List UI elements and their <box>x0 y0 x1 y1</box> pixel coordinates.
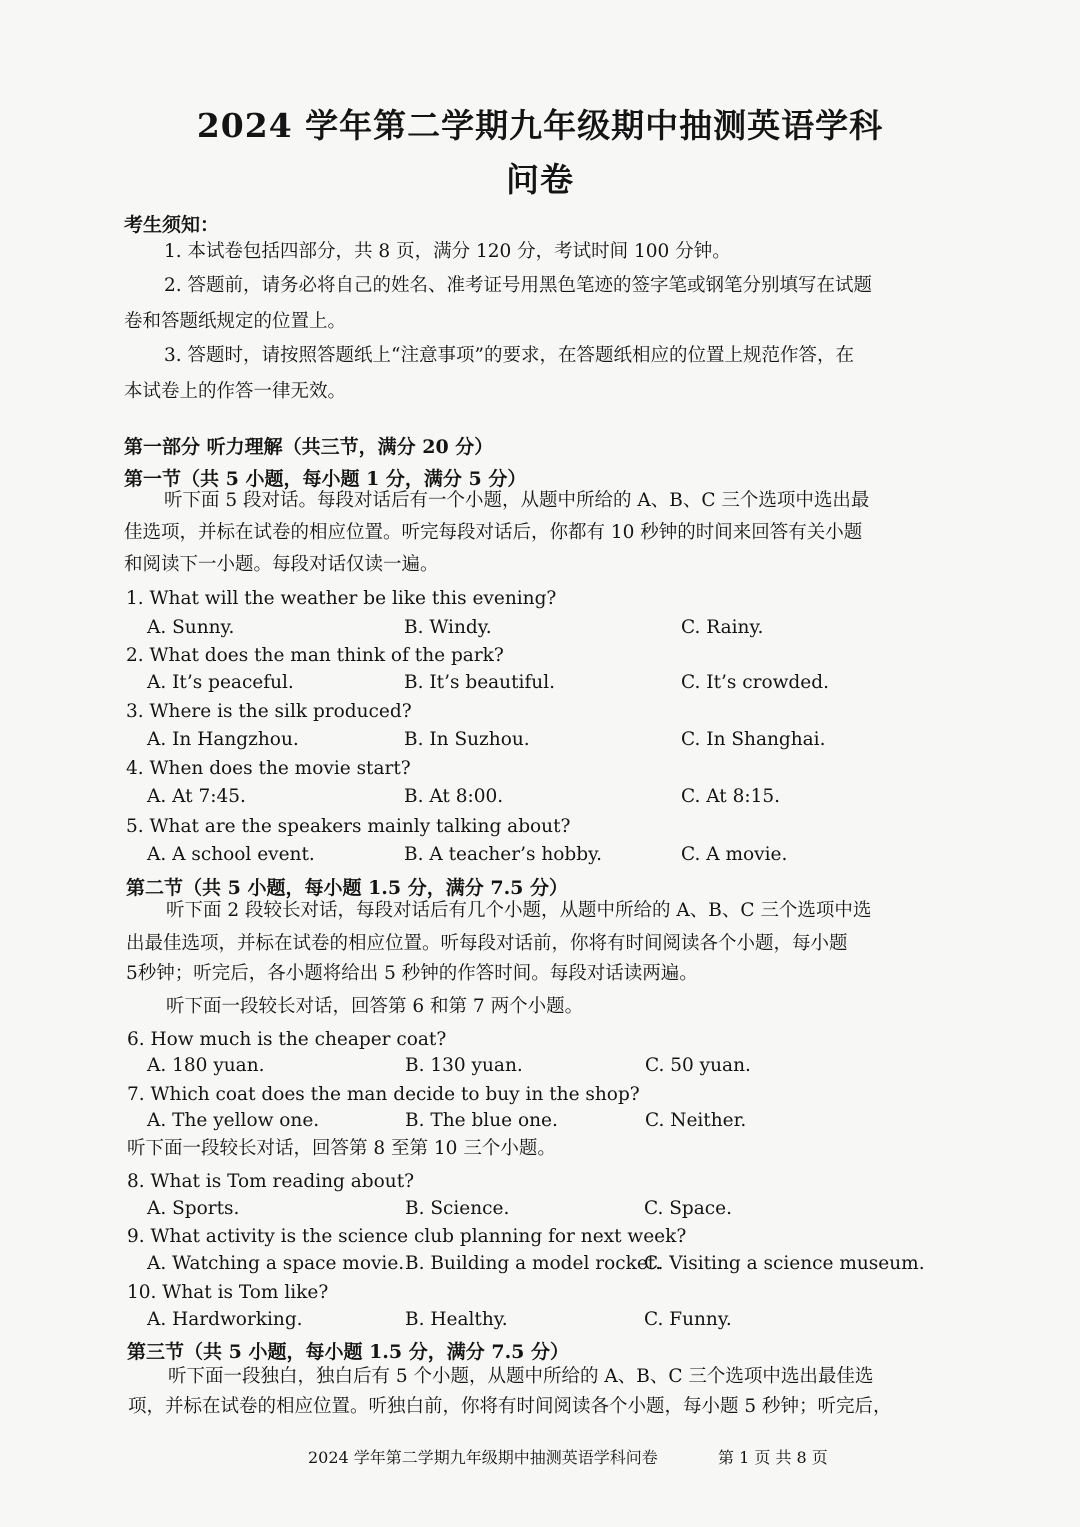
question-9: 9. What activity is the science club planning for next week? <box>127 1226 687 1247</box>
q7-option-a: A. The yellow one. <box>147 1110 320 1131</box>
question-7: 7. Which coat does the man decide to buy in the shop? <box>127 1084 640 1105</box>
section3-intro-2: 项，并标在试卷的相应位置。听独白前，你将有时间阅读各个小题，每小题 5 秒钟；听完后， <box>128 1396 892 1417</box>
q8-option-b: B. Science. <box>405 1198 510 1219</box>
q3-option-b: B. In Suzhou. <box>404 729 530 750</box>
q4-option-b: B. At 8:00. <box>404 786 504 807</box>
part1-heading: 第一部分 听力理解（共三节，满分 20 分） <box>124 436 494 458</box>
footer-title: 2024 学年第二学期九年级期中抽测英语学科问卷 <box>308 1448 658 1467</box>
notice-heading: 考生须知： <box>124 214 220 236</box>
dialog2-instruction: 听下面一段较长对话，回答第 8 至第 10 三个小题。 <box>127 1138 556 1159</box>
q10-option-c: C. Funny. <box>644 1309 732 1330</box>
q2-option-a: A. It’s peaceful. <box>147 672 294 693</box>
q4-option-a: A. At 7:45. <box>147 786 246 807</box>
q9-option-c: C. Visiting a science museum. <box>644 1253 925 1274</box>
q10-option-b: B. Healthy. <box>405 1309 508 1330</box>
section2-intro-2: 出最佳选项，并标在试卷的相应位置。听每段对话前，你将有时间阅读各个小题，每小题 <box>126 933 848 954</box>
notice-item-3b: 本试卷上的作答一律无效。 <box>124 381 347 402</box>
question-6: 6. How much is the cheaper coat? <box>127 1029 447 1050</box>
q1-option-a: A. Sunny. <box>147 617 235 638</box>
question-5: 5. What are the speakers mainly talking about? <box>126 816 571 837</box>
q7-option-b: B. The blue one. <box>405 1110 558 1131</box>
question-2: 2. What does the man think of the park? <box>126 645 504 666</box>
q9-option-b: B. Building a model rocket. <box>405 1253 662 1274</box>
section2-intro-1: 听下面 2 段较长对话，每段对话后有几个小题，从题中所给的 A、B、C 三个选项中选 <box>166 900 872 921</box>
q3-option-a: A. In Hangzhou. <box>147 729 299 750</box>
q5-option-a: A. A school event. <box>147 844 315 865</box>
q3-option-c: C. In Shanghai. <box>681 729 826 750</box>
q10-option-a: A. Hardworking. <box>147 1309 303 1330</box>
page-subtitle: 问卷 <box>506 160 574 199</box>
q2-option-b: B. It’s beautiful. <box>404 672 555 693</box>
q1-option-c: C. Rainy. <box>681 617 764 638</box>
section1-heading: 第一节（共 5 小题，每小题 1 分，满分 5 分） <box>124 468 527 490</box>
q6-option-a: A. 180 yuan. <box>147 1055 265 1076</box>
question-10: 10. What is Tom like? <box>127 1282 329 1303</box>
section3-heading: 第三节（共 5 小题，每小题 1.5 分，满分 7.5 分） <box>127 1341 570 1363</box>
dialog1-instruction: 听下面一段较长对话，回答第 6 和第 7 两个小题。 <box>166 996 584 1017</box>
footer-page-number: 第 1 页 共 8 页 <box>718 1448 828 1467</box>
question-8: 8. What is Tom reading about? <box>127 1171 415 1192</box>
section3-intro-1: 听下面一段独白，独白后有 5 个小题，从题中所给的 A、B、C 三个选项中选出最佳选 <box>168 1366 874 1387</box>
q6-option-b: B. 130 yuan. <box>405 1055 523 1076</box>
q5-option-b: B. A teacher’s hobby. <box>404 844 602 865</box>
q6-option-c: C. 50 yuan. <box>645 1055 751 1076</box>
notice-item-2b: 卷和答题纸规定的位置上。 <box>124 311 347 332</box>
notice-item-2a: 2. 答题前，请务必将自己的姓名、准考证号用黑色笔迹的签字笔或钢笔分别填写在试题 <box>164 275 873 296</box>
q2-option-c: C. It’s crowded. <box>681 672 829 693</box>
question-1: 1. What will the weather be like this evening? <box>126 588 557 609</box>
q5-option-c: C. A movie. <box>681 844 788 865</box>
section2-intro-3: 5秒钟；听完后，各小题将给出 5 秒钟的作答时间。每段对话读两遍。 <box>126 963 698 984</box>
page-title: 2024 学年第二学期九年级期中抽测英语学科 <box>196 106 884 145</box>
section1-intro-3: 和阅读下一小题。每段对话仅读一遍。 <box>124 554 439 575</box>
q1-option-b: B. Windy. <box>404 617 492 638</box>
q4-option-c: C. At 8:15. <box>681 786 781 807</box>
q8-option-c: C. Space. <box>644 1198 732 1219</box>
section1-intro-2: 佳选项，并标在试卷的相应位置。听完每段对话后，你都有 10 秒钟的时间来回答有关小题 <box>124 522 863 543</box>
q9-option-a: A. Watching a space movie. <box>147 1253 405 1274</box>
question-3: 3. Where is the silk produced? <box>126 701 412 722</box>
notice-item-1: 1. 本试卷包括四部分，共 8 页，满分 120 分，考试时间 100 分钟。 <box>164 241 731 262</box>
question-4: 4. When does the movie start? <box>126 758 411 779</box>
section2-heading: 第二节（共 5 小题，每小题 1.5 分，满分 7.5 分） <box>126 877 569 899</box>
q7-option-c: C. Neither. <box>645 1110 747 1131</box>
section1-intro-1: 听下面 5 段对话。每段对话后有一个小题，从题中所给的 A、B、C 三个选项中选出最 <box>164 490 870 511</box>
q8-option-a: A. Sports. <box>147 1198 240 1219</box>
notice-item-3a: 3. 答题时，请按照答题纸上“注意事项”的要求，在答题纸相应的位置上规范作答，在 <box>164 345 854 366</box>
